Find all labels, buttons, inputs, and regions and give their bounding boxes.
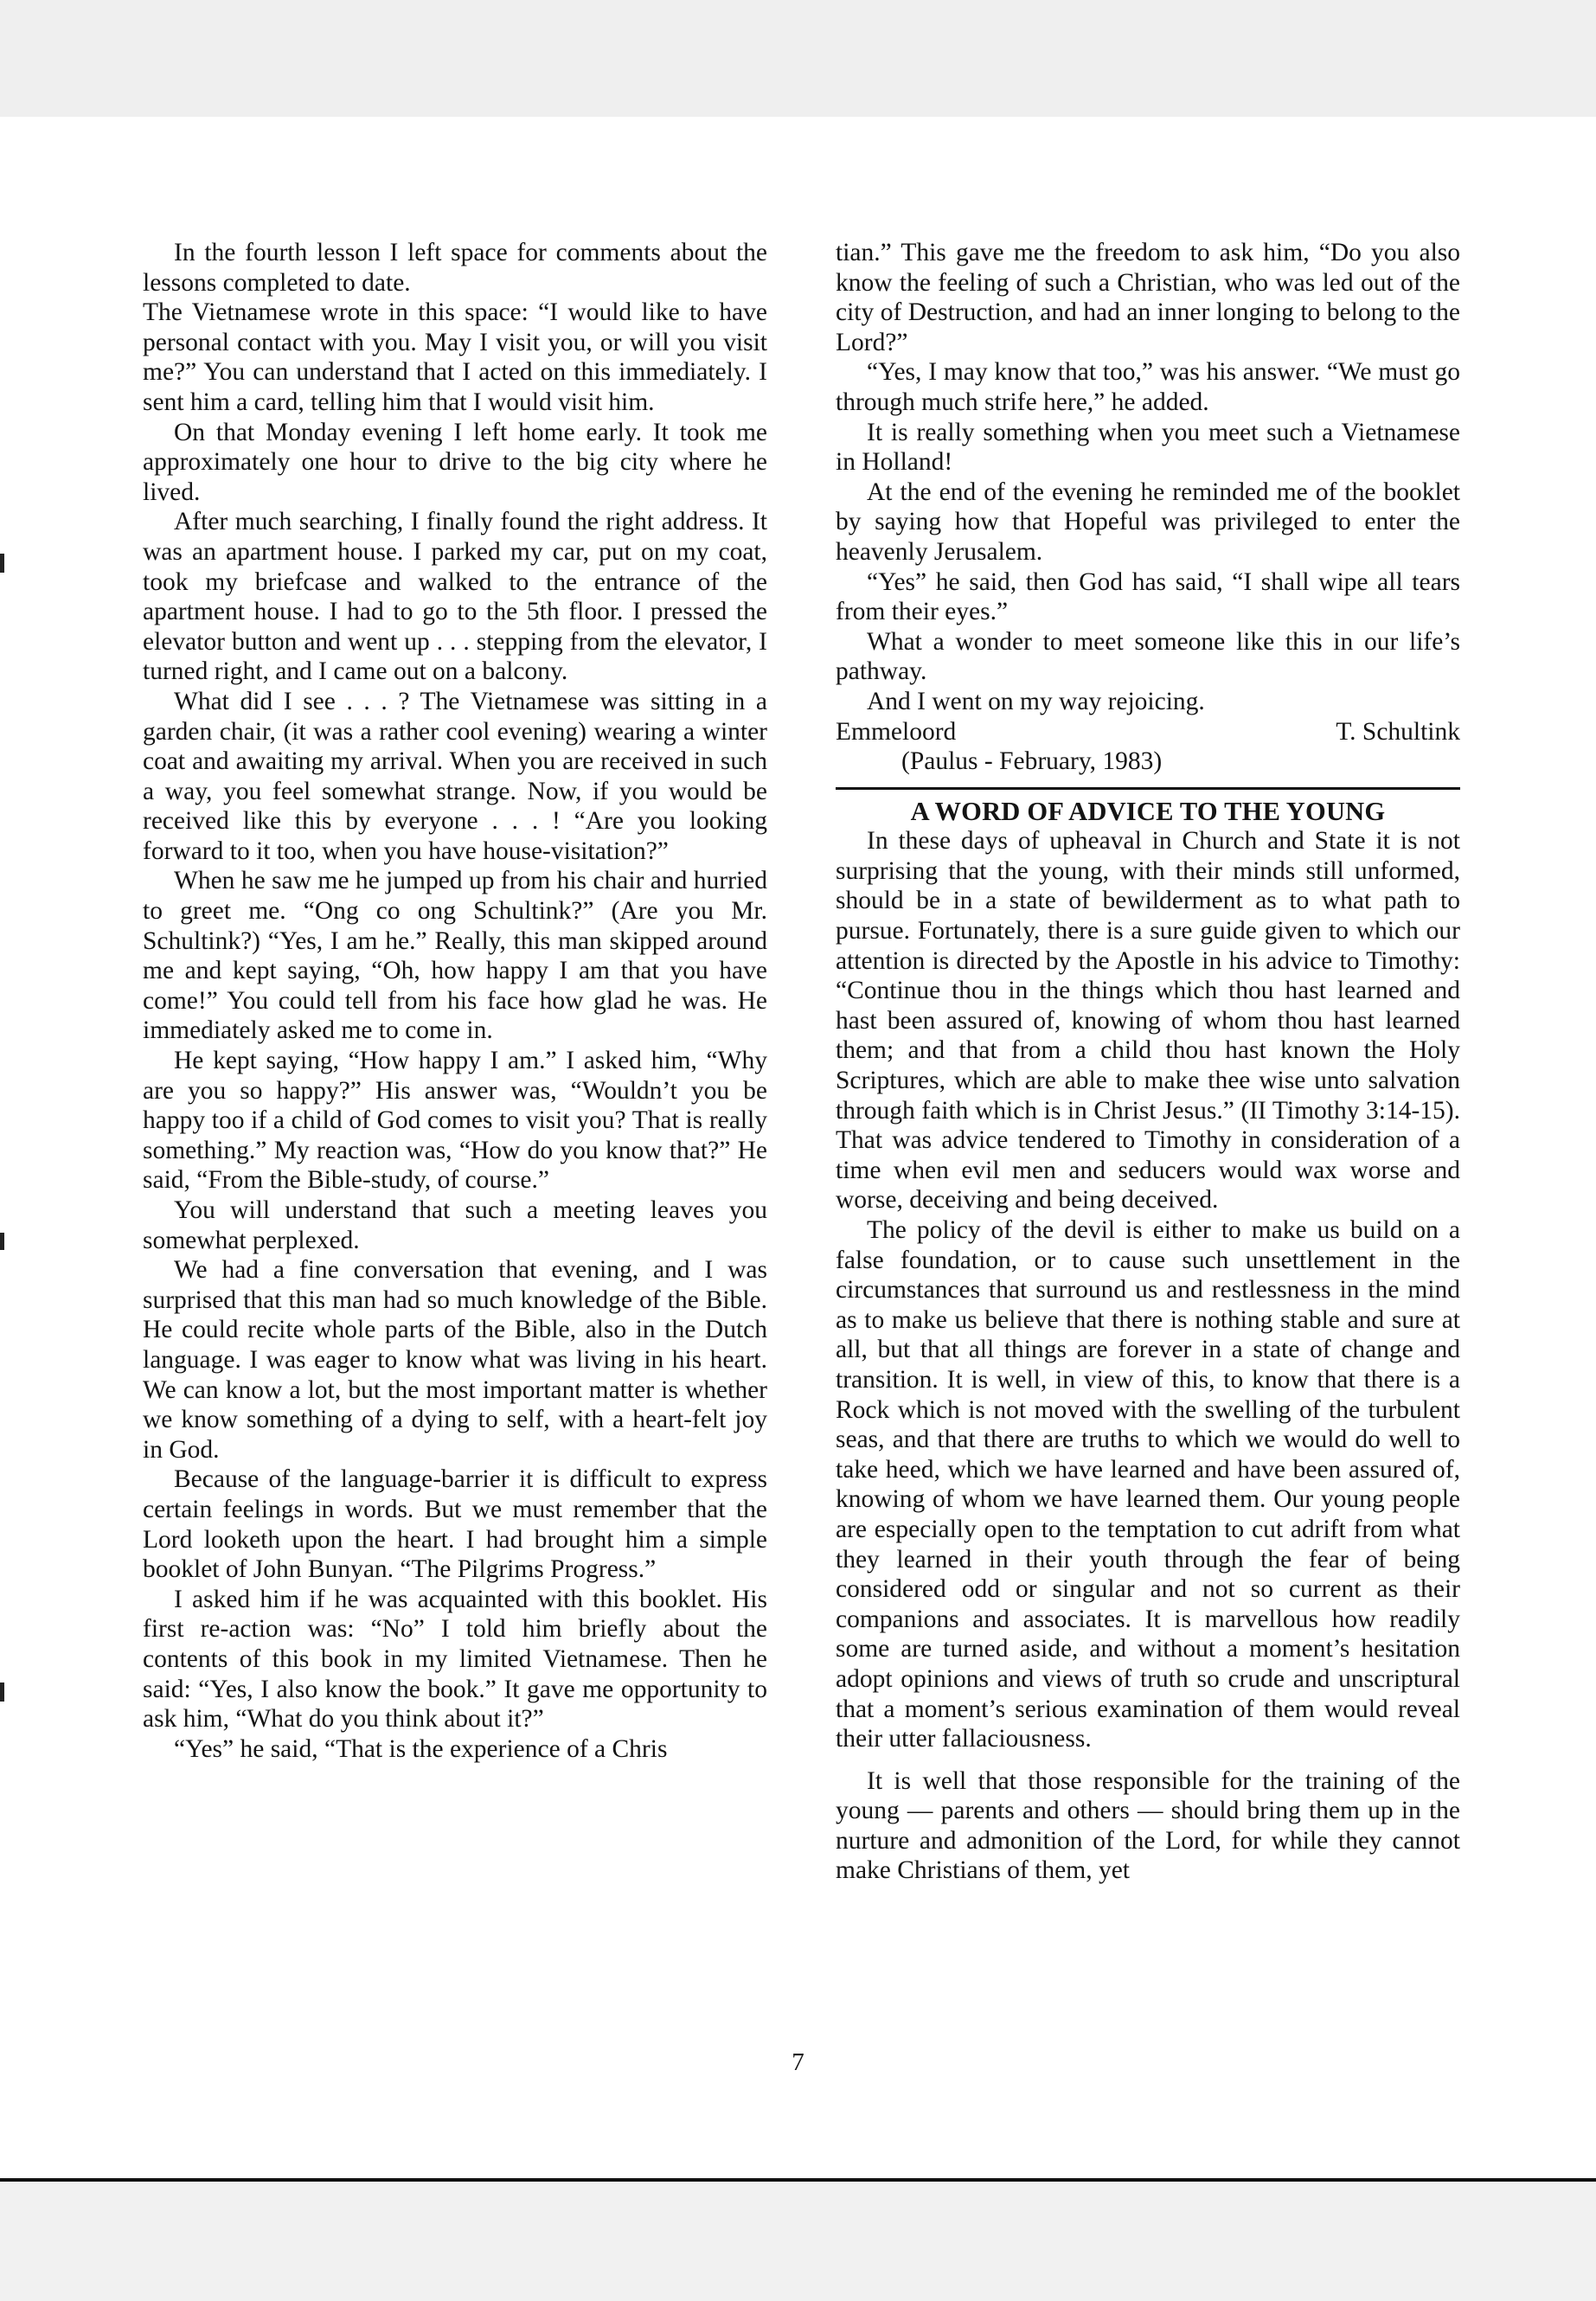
paragraph: It is really something when you meet such a Vietnamese in Holland! — [836, 418, 1460, 477]
scan-edge-mark — [0, 1233, 4, 1250]
paragraph: In these days of upheaval in Church and State it is not surprising that the young, with their minds still unformed, should be in a state of bewilderment as to what path to pursue. Fortunately, there is a sure guide given to which our attention is directed by the Apostle in his advice to Timothy: “Continue thou in the things which thou hast learned and hast been assured of, knowing of whom thou hast learned them; and that from a child thou hast known the Holy Scriptures, which are able to make thee wise unto salvation through faith which is in Christ Jesus.” (II Timothy 3:14-15). That was advice tendered to Timothy in consideration of a time when evil men and seducers would wax worse and worse, deceiving and being deceived. — [836, 827, 1460, 1215]
paragraph: After much searching, I finally found the right address. It was an apartment house. I parked my car, put on my coat, took my briefcase and walked to the entrance of the apartment house. I had to go to the 5th floor. I pressed the elevator button and went up . . . stepping from the elevator, I turned right, and I came out on a balcony. — [143, 508, 767, 686]
signature-line — [836, 717, 1460, 747]
paragraph: Because of the language-barrier it is difficult to express certain feelings in words. But we must remember that the Lord looketh upon the heart. I had brought him a simple booklet of John Bunyan. “The Pilgrims Progress.” — [143, 1465, 767, 1584]
paragraph: We had a fine conversation that evening, and I was surprised that this man had so much knowledge of the Bible. He could recite whole parts of the Bible, also in the Dutch language. I was eager to know what was living in his heart. We can know a lot, but the most important matter is whether we know something of a dying to self, with a heart-felt joy in God. — [143, 1256, 767, 1464]
paragraph: What a wonder to meet someone like this in our life’s pathway. — [836, 627, 1460, 686]
paragraph: The policy of the devil is either to make us build on a false foundation, or to cause such unsettlement in the circumstances that surround us and restlessness in the mind as to make us believe that there is nothing stable and sure at all, but that all things are forever in a state of change and transition. It is well, in view of this, to know that there is a Rock which is not moved with the swelling of the turbulent seas, and that there are truths to which we would do well to take heed, which we have learned and have been assured of, knowing of whom we have learned them. Our young people are especially open to the temptation to cut adrift from what they learned in their youth through the fear of being considered odd or singular and not so current as their companions and associates. It is marvellous how readily some are turned aside, and without a moment’s hesitation adopt opinions and views of truth so crude and unscriptural that a moment’s serious examination of them would reveal their utter fallaciousness. — [836, 1216, 1460, 1753]
paragraph: “Yes” he said, “That is the experience of a Chris — [174, 1734, 668, 1763]
section-divider — [836, 787, 1460, 790]
article-heading: A WORD OF ADVICE TO THE YOUNG — [910, 796, 1386, 826]
paragraph: tian.” This gave me the freedom to ask him, “Do you also know the feeling of such a Christian, who was led out of the city of Destruction, and had an inner longing to belong to the Lord?” — [836, 239, 1460, 356]
paragraph: And I went on my way rejoicing. — [867, 687, 1205, 715]
paragraph: The Vietnamese wrote in this space: “I would like to have personal contact with you. May I visit you, or will you visit me?” You can understand that I acted on this immediately. I sent him a card, telling him that I would visit him. — [143, 298, 767, 416]
scan-bottom-margin — [0, 2182, 1596, 2301]
paragraph: In the fourth lesson I left space for comments about the lessons completed to date. — [143, 239, 767, 297]
signature-place: Emmeloord — [836, 717, 957, 746]
paragraph: “Yes, I may know that too,” was his answer. “We must go through much strife here,” he added. — [836, 358, 1460, 416]
paragraph: You will understand that such a meeting leaves you somewhat perplexed. — [143, 1196, 767, 1254]
paragraph: At the end of the evening he reminded me of the booklet by saying how that Hopeful was privileged to enter the heavenly Jerusalem. — [836, 478, 1460, 566]
left-column — [143, 238, 767, 1764]
paragraph: I asked him if he was acquainted with this booklet. His first re-action was: “No” I told him briefly about the contents of this book in my limited Vietnamese. Then he said: “Yes, I also know the book.” It gave me opportunity to ask him, “What do you think about it?” — [143, 1585, 767, 1734]
scan-edge-mark — [0, 1682, 4, 1702]
right-column — [836, 238, 1460, 1886]
paragraph: “Yes” he said, then God has said, “I shall wipe all tears from their eyes.” — [836, 567, 1460, 626]
paragraph: When he saw me he jumped up from his chair and hurried to greet me. “Ong co ong Schultink?” (Are you Mr. Schultink?) “Yes, I am he.” Really, this man skipped around me and kept saying, “Oh, how happy I am that you have come!” You could tell from his face how glad he was. He immediately asked me to come in. — [143, 867, 767, 1045]
paragraph: On that Monday evening I left home early. It took me approximately one hour to drive to the big city where he lived. — [143, 418, 767, 506]
page-number: 7 — [792, 2048, 804, 2076]
paragraph: It is well that those responsible for the training of the young — parents and others — should bring them up in the nurture and admonition of the Lord, for while they cannot make Christians of them, yet — [836, 1766, 1460, 1885]
paragraph: What did I see . . . ? The Vietnamese was sitting in a garden chair, (it was a rather cool evening) wearing a winter coat and awaiting my arrival. When you are received in such a way, you feel somewhat strange. Now, if you would be received like this by everyone . . . ! “Are you looking forward to it too, when you have house-visitation?” — [143, 687, 767, 865]
signature-name: T. Schultink — [1336, 717, 1460, 746]
scan-top-margin — [0, 0, 1596, 117]
source-citation: (Paulus - February, 1983) — [901, 747, 1163, 776]
scan-edge-mark — [0, 554, 4, 573]
paragraph: He kept saying, “How happy I am.” I asked him, “Why are you so happy?” His answer was, “Wouldn’t you be happy too if a child of God comes to visit you? That is really something.” My reaction was, “How do you know that?” He said, “From the Bible-study, of course.” — [143, 1047, 767, 1195]
